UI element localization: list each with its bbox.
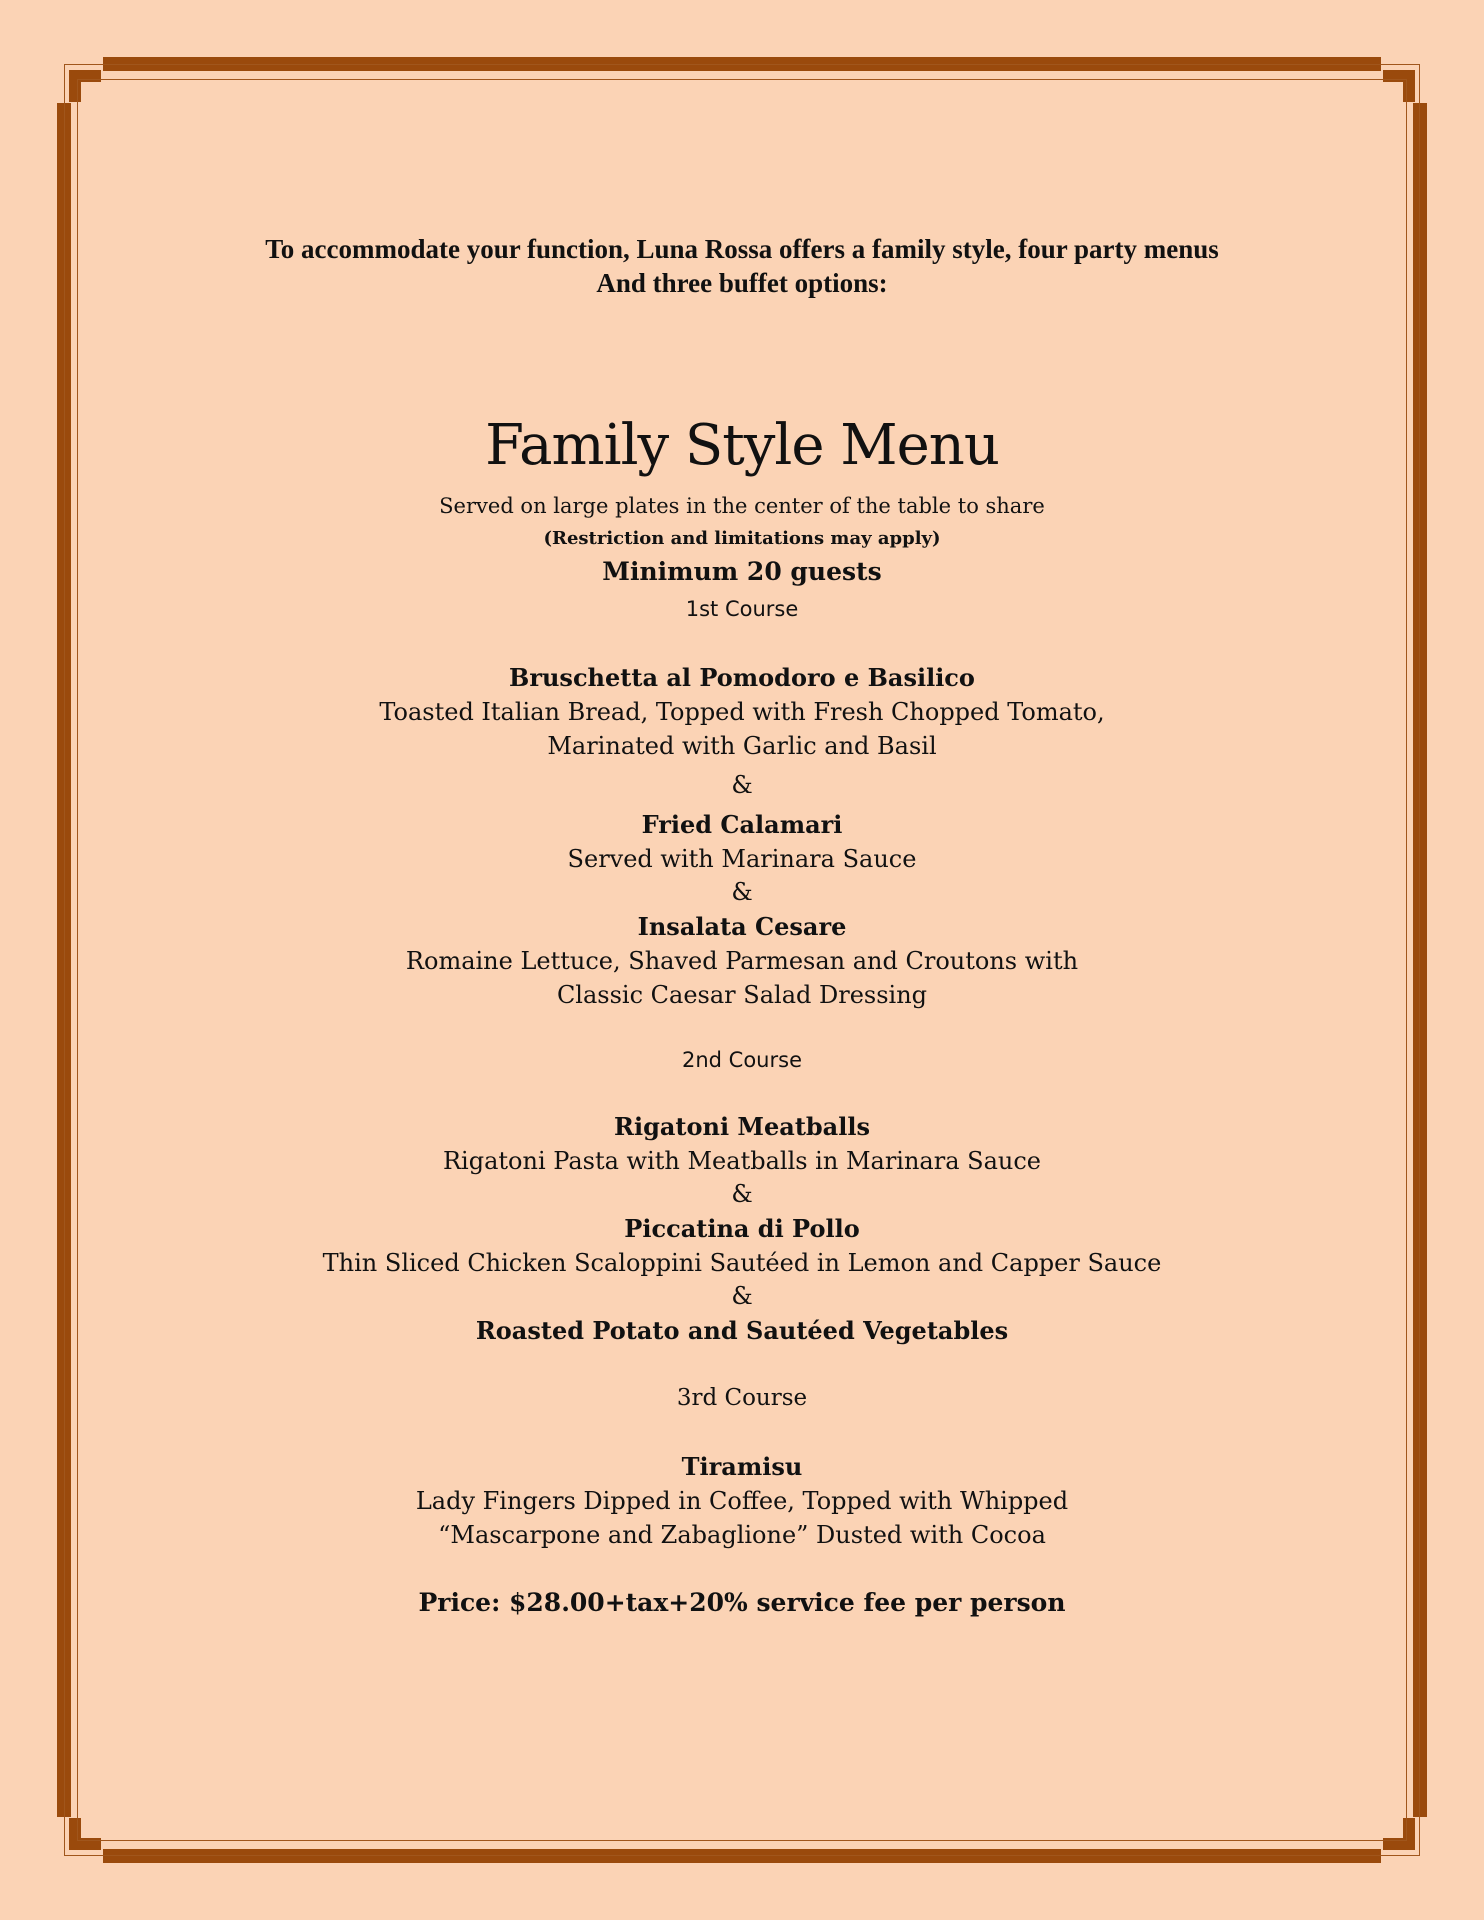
dish-piccatina-desc: Thin Sliced Chicken Scaloppini Sautéed in Lemon and Capper Sauce: [322, 1249, 1162, 1277]
restriction-note: (Restriction and limitations may apply): [543, 528, 941, 549]
dish-cesare-desc-2: Classic Caesar Salad Dressing: [556, 981, 928, 1009]
menu-price: Price: $28.00+tax+20% service fee per person: [418, 1588, 1066, 1617]
intro-line-1: To accommodate your function, Luna Rossa offers a family style, four party menus: [265, 234, 1219, 264]
dish-piccatina-name: Piccatina di Pollo: [624, 1214, 860, 1243]
dish-bruschetta-desc-1: Toasted Italian Bread, Topped with Fresh Chopped Tomato,: [379, 698, 1105, 726]
dish-calamari-desc: Served with Marinara Sauce: [567, 845, 917, 873]
intro-text: [120, 232, 1364, 300]
intro-line-2: And three buffet options:: [596, 268, 888, 298]
dish-bruschetta-desc-2: Marinated with Garlic and Basil: [547, 732, 937, 760]
menu-title: Family Style Menu: [485, 413, 999, 478]
minimum-guests: Minimum 20 guests: [602, 557, 882, 586]
dish-calamari-name: Fried Calamari: [641, 810, 843, 839]
dish-cesare-name: Insalata Cesare: [637, 912, 847, 941]
dish-cesare-desc-1: Romaine Lettuce, Shaved Parmesan and Croutons with: [405, 947, 1079, 975]
course-1-label: 1st Course: [685, 597, 799, 621]
dish-tiramisu-desc-2: “Mascarpone and Zabaglione” Dusted with Cocoa: [438, 1521, 1046, 1549]
dish-sides-name: Roasted Potato and Sautéed Vegetables: [475, 1316, 1009, 1345]
separator-ampersand: &: [731, 1282, 753, 1310]
separator-ampersand: &: [731, 878, 753, 906]
dish-rigatoni-desc: Rigatoni Pasta with Meatballs in Marinara Sauce: [442, 1147, 1042, 1175]
course-3-label: 3rd Course: [676, 1385, 808, 1411]
dish-tiramisu-name: Tiramisu: [681, 1452, 803, 1481]
separator-ampersand: &: [731, 1180, 753, 1208]
dish-tiramisu-desc-1: Lady Fingers Dipped in Coffee, Topped with Whipped: [415, 1487, 1069, 1515]
course-2-label: 2nd Course: [682, 1048, 802, 1072]
dish-rigatoni-name: Rigatoni Meatballs: [614, 1112, 870, 1141]
menu-subtitle: Served on large plates in the center of the table to share: [439, 494, 1045, 518]
separator-ampersand: &: [731, 771, 753, 799]
dish-bruschetta-name: Bruschetta al Pomodoro e Basilico: [509, 663, 975, 692]
